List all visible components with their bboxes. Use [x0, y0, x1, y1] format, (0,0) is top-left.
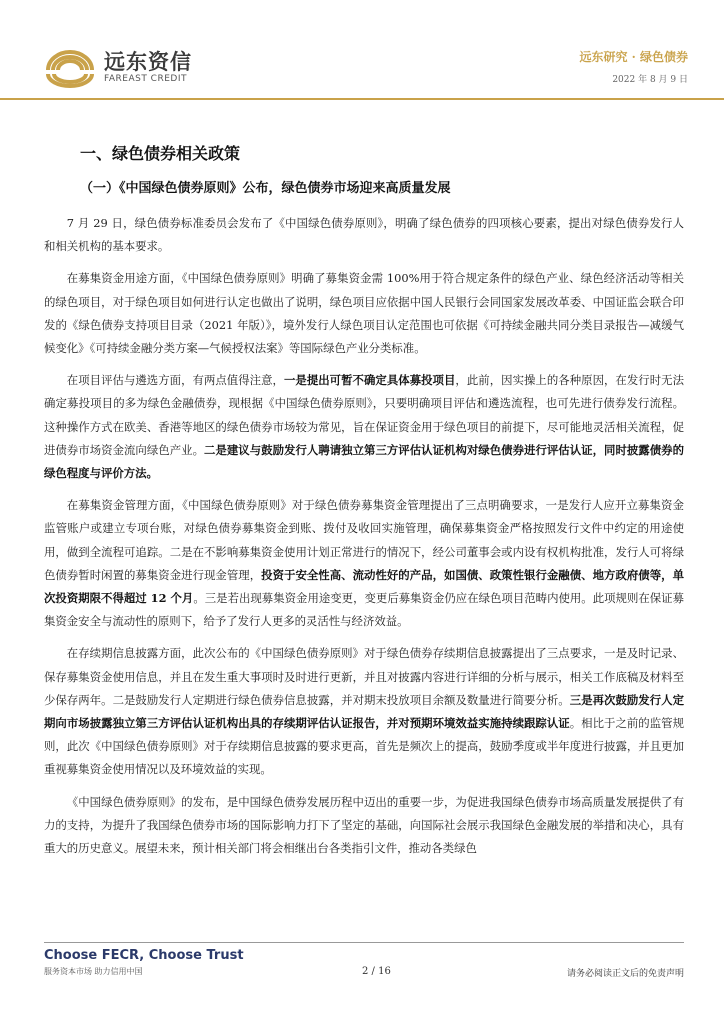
header-divider [0, 98, 724, 100]
page-header [0, 0, 724, 100]
main-content [44, 140, 684, 869]
footer-divider [44, 942, 684, 943]
report-date: 2022 年 8 月 9 日 [612, 75, 688, 85]
footer-disclaimer: 请务必阅读正文后的免责声明 [566, 969, 684, 979]
paragraph-fund-usage: 在募集资金用途方面，《中国绿色债券原则》明确了募集资金需 100%用于符合规定条件的绿色产业、绿色经济活动等相关的绿色项目，对于绿色项目如何进行认定也做出了说明，绿色项目应依据中国人民银行会同国家发展改革委、中国证监会联合印发的《绿色债券支持项目目录（2021 年版）》，境外发行人绿色项目认定范围也可依据《可持续金融共同分类目录报告—减缓气候变化》《可持续金融分类方案—气候授权法案》等国际绿色产业分类标准。 [44, 271, 684, 356]
paragraph-text: 在项目评估与遴选方面，有两点值得注意， [66, 373, 284, 388]
paragraph-text: 。相比于之前的监管规则，此次《中国绿色债券原则》对于存续期信息披露的要求更高，首先是频次上的提高，鼓励季度或半年度进行披露，并且更加重视募集资金使用情况以及环境效益的实现。 [44, 716, 684, 777]
highlight-text: 一是提出可暂不确定具体募投项目 [283, 373, 456, 388]
paragraph-fund-management [44, 494, 684, 633]
footer-subslogan: 服务资本市场 助力信用中国 [44, 967, 143, 976]
paragraph-text: 。三是若出现募集资金用途变更，变更后募集资金仍应在绿色项目范畴内使用。此项规则在保证募集资金安全与流动性的原则下，给予了发行人更多的灵活性与经济效益。 [44, 591, 684, 629]
section-title: 一、绿色债券相关政策 [80, 144, 241, 163]
highlight-text: 投资于安全性高、流动性好的产品，如国债、政策性银行金融债、地方政府债等，单次投资期限不得超过 12 个月 [44, 567, 684, 606]
paragraph-text: ，此前，因实操上的各种原因，在发行时无法确定募投项目的多为绿色金融债券，现根据《中国绿色债券原则》，只要明确项目评估和遴选流程，也可先进行债券发行流程。这种操作方式在欧美、香港等地区的绿色债券市场较为常见，旨在保证资金用于绿色项目的前提下，尽可能地灵活相关流程，促进债券市场资金流向绿色产业。 [44, 373, 684, 457]
paragraph-project-evaluation [44, 369, 684, 485]
section-subtitle: （一）《中国绿色债券原则》公布，绿色债券市场迎来高质量发展 [80, 181, 451, 196]
page-number: 2 / 16 [362, 966, 391, 977]
paragraph-disclosure [44, 642, 684, 781]
logo-chinese-name: 远东资信 [104, 50, 192, 74]
footer-slogan: Choose FECR, Choose Trust [44, 948, 244, 963]
highlight-text: 二是建议与鼓励发行人聘请独立第三方评估认证机构对绿色债券进行评估认证，同时披露债券的绿色程度与评价方法。 [44, 442, 684, 481]
report-category: 远东研究 · 绿色债券 [579, 50, 688, 64]
logo-english-name: FAREAST CREDIT [104, 74, 187, 84]
highlight-text: 三是再次鼓励发行人定期向市场披露独立第三方评估认证机构出具的存续期评估认证报告，并对预期环境效益实施持续跟踪认证 [44, 692, 684, 731]
paragraph-text: 在募集资金管理方面，《中国绿色债券原则》对于绿色债券募集资金管理提出了三点明确要求，一是发行人应开立募集资金监管账户或建立专项台账，对绿色债券募集资金到账、拨付及收回实施管理，确保募集资金严格按照发行文件中约定的用途使用，做到全流程可追踪。二是在不影响募集资金使用计划正常进行的情况下，经公司董事会或内设有权机构批准，发行人可将绿色债券暂时闲置的募集资金进行现金管理， [44, 498, 684, 582]
fareast-credit-logo-icon [44, 44, 96, 88]
paragraph-intro: 7 月 29 日，绿色债券标准委员会发布了《中国绿色债券原则》，明确了绿色债券的四项核心要素，提出对绿色债券发行人和相关机构的基本要求。 [44, 216, 684, 254]
paragraph-outlook: 《中国绿色债券原则》的发布，是中国绿色债券发展历程中迈出的重要一步，为促进我国绿色债券市场高质量发展提供了有力的支持，为提升了我国绿色债券市场的国际影响力打下了坚定的基础，向国际社会展示我国绿色金融发展的举措和决心，具有重大的历史意义。展望未来，预计相关部门将会相继出台各类指引文件，推动各类绿色 [44, 794, 684, 856]
paragraph-text: 在存续期信息披露方面，此次公布的《中国绿色债券原则》对于绿色债券存续期信息披露提出了三点要求，一是及时记录、保存募集资金使用信息，并且在发生重大事项时及时进行更新，并且对披露内容进行详细的分析与展示，相关工作底稿及材料至少保存两年。二是鼓励发行人定期进行绿色债券信息披露，并对期末投放项目余额及数量进行简要分析。 [44, 646, 684, 707]
